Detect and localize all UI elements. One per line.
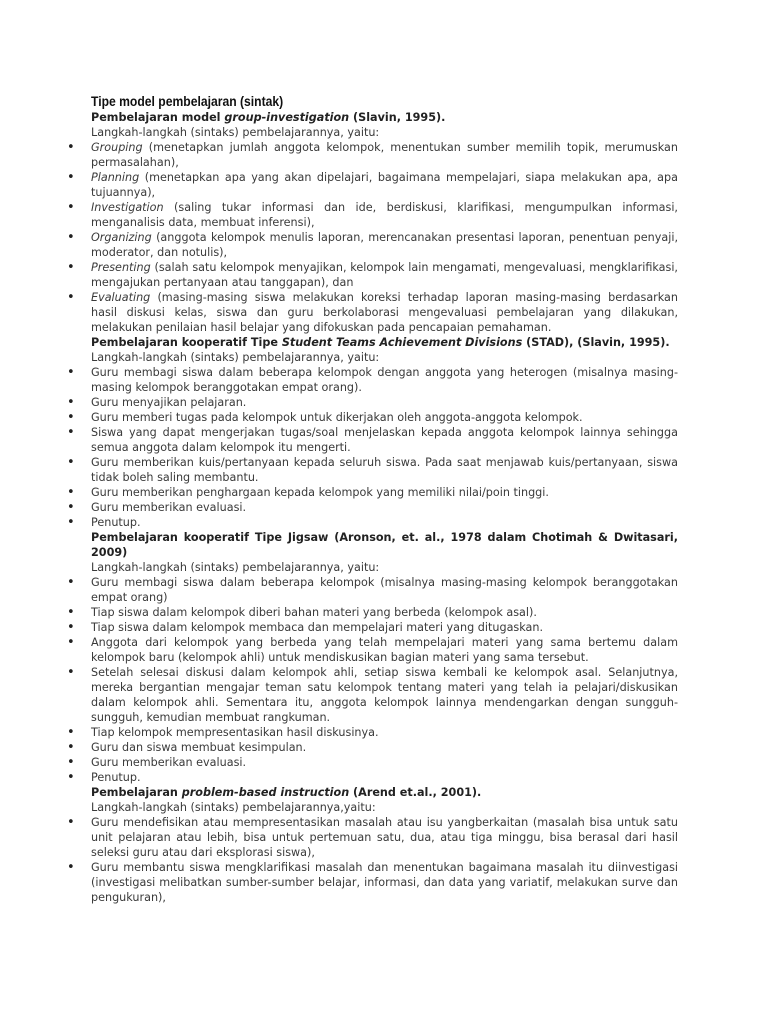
list-item xyxy=(91,725,678,740)
list-item-text: Setelah selesai diskusi dalam kelompok ahli, setiap siswa kembali ke kelompok asal. Selanjutnya, mereka bergantian mengajar teman satu kelompok tentang materi yang telah ia pelajari/diskusikan dalam kelompok ahli. Sementara itu, anggota kelompok lainnya mendengarkan dengan sungguh-sungguh, kemudian membuat rangkuman. xyxy=(91,666,678,724)
bullet-list xyxy=(91,365,678,530)
list-item xyxy=(91,620,678,635)
list-item xyxy=(91,230,678,260)
list-item-text: Tiap siswa dalam kelompok diberi bahan materi yang berbeda (kelompok asal). xyxy=(91,606,537,619)
list-item xyxy=(91,170,678,200)
list-item-text: Guru memberi tugas pada kelompok untuk dikerjakan oleh anggota-anggota kelompok. xyxy=(91,411,583,424)
section-heading-text: Pembelajaran model xyxy=(91,111,225,124)
list-item xyxy=(91,575,678,605)
sections-container xyxy=(91,110,678,905)
list-item xyxy=(91,740,678,755)
section-intro: Langkah-langkah (sintaks) pembelajarannya, yaitu: xyxy=(91,351,380,364)
list-item-text: Siswa yang dapat mengerjakan tugas/soal menjelaskan kepada anggota kelompok lainnya sehingga semua anggota dalam kelompok itu mengerti. xyxy=(91,426,678,454)
section-heading-citation: (Arend et.al., 2001). xyxy=(349,786,482,799)
list-item-term: Grouping xyxy=(91,141,143,154)
list-item-text: Penutup. xyxy=(91,516,141,529)
list-item-text: Guru memberikan evaluasi. xyxy=(91,756,247,769)
section-heading-text: Pembelajaran kooperatif Tipe xyxy=(91,336,282,349)
section-heading-text: Pembelajaran kooperatif Tipe Jigsaw (Aronson, et. al., 1978 dalam Chotimah & Dwitasari, 2009) xyxy=(91,531,678,559)
list-item-text: Penutup. xyxy=(91,771,141,784)
list-item-text: Anggota dari kelompok yang berbeda yang telah mempelajari materi yang sama bertemu dalam kelompok baru (kelompok ahli) untuk mendiskusikan bagian materi yang sama tersebut. xyxy=(91,636,678,664)
list-item-text: (masing-masing siswa melakukan koreksi terhadap laporan masing-masing berdasarkan hasil diskusi kelas, siswa dan guru berkolaborasi mengevaluasi pembelajaran yang dilakukan, melakukan penilaian hasil belajar yang difokuskan pada pencapaian pemahaman. xyxy=(91,291,678,334)
bullet-list xyxy=(91,815,678,905)
list-item xyxy=(91,860,678,905)
list-item-term: Investigation xyxy=(91,201,164,214)
list-item xyxy=(91,365,678,395)
section-heading xyxy=(91,335,678,350)
list-item xyxy=(91,770,678,785)
list-item-text: Guru membagi siswa dalam beberapa kelompok dengan anggota yang heterogen (misalnya masing-masing kelompok beranggotakan empat orang). xyxy=(91,366,678,394)
list-item-text: Tiap kelompok mempresentasikan hasil diskusinya. xyxy=(91,726,379,739)
list-item-text: Guru memberikan kuis/pertanyaan kepada seluruh siswa. Pada saat menjawab kuis/pertanyaan, siswa tidak boleh saling membantu. xyxy=(91,456,678,484)
list-item-text: Guru membagi siswa dalam beberapa kelompok (misalnya masing-masing kelompok beranggotakan empat orang) xyxy=(91,576,678,604)
list-item xyxy=(91,605,678,620)
section-intro: Langkah-langkah (sintaks) pembelajarannya,yaitu: xyxy=(91,801,376,814)
section-heading-emphasis: problem-based instruction xyxy=(181,786,350,799)
section-intro: Langkah-langkah (sintaks) pembelajarannya, yaitu: xyxy=(91,561,380,574)
section-heading-emphasis: group-investigation xyxy=(224,111,350,124)
list-item xyxy=(91,815,678,860)
list-item-term: Presenting xyxy=(91,261,151,274)
list-item xyxy=(91,140,678,170)
section-heading xyxy=(91,530,678,560)
list-item-text: Guru mendefisikan atau mempresentasikan masalah atau isu yangberkaitan (masalah bisa untuk satu unit pelajaran atau lebih, bisa untuk pertemuan satu, dua, atau tiga minggu, bisa berasal dari hasil seleksi guru atau dari eksplorasi siswa), xyxy=(91,816,678,859)
list-item xyxy=(91,425,678,455)
list-item xyxy=(91,290,678,335)
list-item-text: (menetapkan apa yang akan dipelajari, bagaimana mempelajari, siapa melakukan apa, apa tujuannya), xyxy=(91,171,678,199)
list-item xyxy=(91,485,678,500)
section-heading xyxy=(91,110,678,125)
section-heading-citation: (STAD), (Slavin, 1995). xyxy=(522,336,670,349)
list-item xyxy=(91,635,678,665)
list-item xyxy=(91,200,678,230)
list-item-text: (saling tukar informasi dan ide, berdiskusi, klarifikasi, mengumpulkan informasi, menganalisis data, membuat inferensi), xyxy=(91,201,678,229)
list-item-text: Guru menyajikan pelajaran. xyxy=(91,396,247,409)
list-item xyxy=(91,260,678,290)
list-item xyxy=(91,755,678,770)
page-title: Tipe model pembelajaran (sintak) xyxy=(91,94,284,109)
list-item-text: (salah satu kelompok menyajikan, kelompok lain mengamati, mengevaluasi, mengklarifikasi, mengajukan pertanyaan atau tanggapan), dan xyxy=(91,261,678,289)
list-item-text: Tiap siswa dalam kelompok membaca dan mempelajari materi yang ditugaskan. xyxy=(91,621,544,634)
list-item xyxy=(91,410,678,425)
list-item xyxy=(91,500,678,515)
section-heading-emphasis: Student Teams Achievement Divisions xyxy=(281,336,523,349)
list-item-term: Evaluating xyxy=(91,291,151,304)
list-item-term: Planning xyxy=(91,171,140,184)
list-item xyxy=(91,395,678,410)
list-item xyxy=(91,515,678,530)
section-heading-citation: (Slavin, 1995). xyxy=(349,111,446,124)
list-item-text: Guru membantu siswa mengklarifikasi masalah dan menentukan bagaimana masalah itu diinvestigasi (investigasi melibatkan sumber-sumber belajar, informasi, dan data yang variatif, melakukan surve dan pengukuran), xyxy=(91,861,678,904)
list-item xyxy=(91,455,678,485)
list-item-text: Guru memberikan penghargaan kepada kelompok yang memiliki nilai/poin tinggi. xyxy=(91,486,549,499)
section-intro: Langkah-langkah (sintaks) pembelajarannya, yaitu: xyxy=(91,126,380,139)
list-item-text: Guru dan siswa membuat kesimpulan. xyxy=(91,741,307,754)
list-item xyxy=(91,665,678,725)
list-item-term: Organizing xyxy=(91,231,152,244)
document-page xyxy=(91,94,678,905)
list-item-text: (menetapkan jumlah anggota kelompok, menentukan sumber memilih topik, merumuskan permasalahan), xyxy=(91,141,678,169)
bullet-list xyxy=(91,575,678,785)
list-item-text: Guru memberikan evaluasi. xyxy=(91,501,247,514)
section-heading xyxy=(91,785,678,800)
bullet-list xyxy=(91,140,678,335)
list-item-text: (anggota kelompok menulis laporan, merencanakan presentasi laporan, penentuan penyaji, moderator, dan notulis), xyxy=(91,231,678,259)
section-heading-text: Pembelajaran xyxy=(91,786,182,799)
